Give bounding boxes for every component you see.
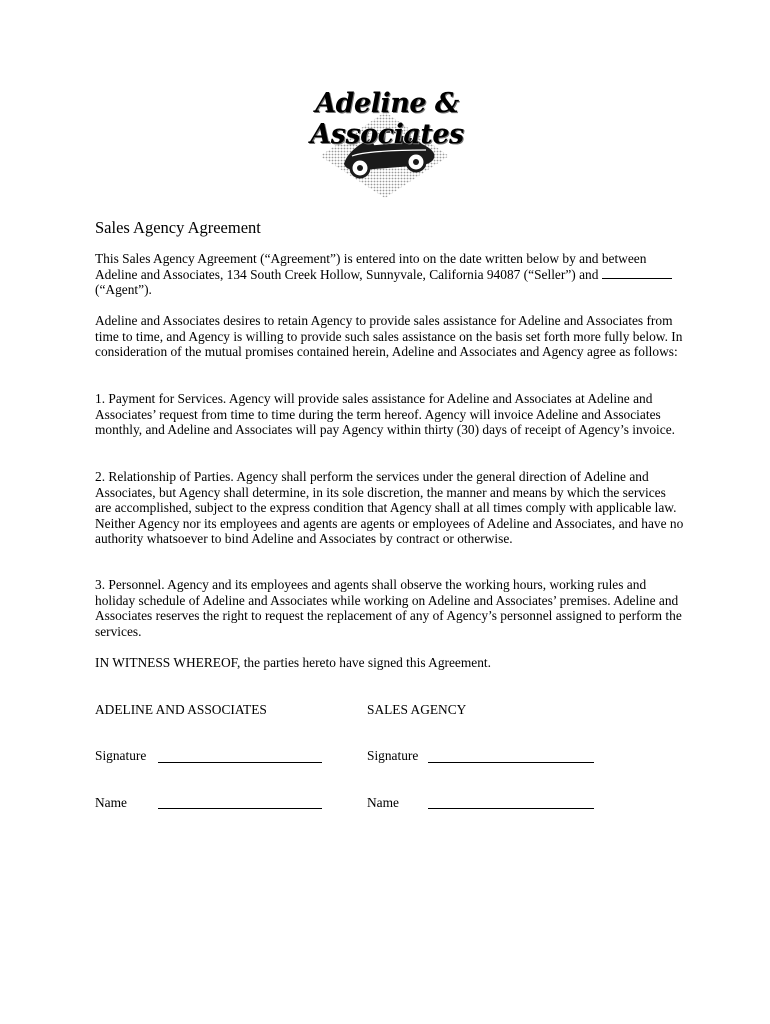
right-name-label: Name <box>367 795 399 810</box>
section-relationship: 2. Relationship of Parties. Agency shall perform the services under the general direction of Adeline and Associates, but Agency shall determine, in its sole discretion, the manner and means by which the services are accomplished, subject to the express condition that Agency shall at all times comply with applicable law. Neither Agency nor its employees and agents are agents or employees of Adeline and Associates, and have no authority whatsoever to bind Adeline and Associates by contract or otherwise. <box>95 469 684 547</box>
document-title: Sales Agency Agreement <box>95 218 261 237</box>
left-name-label: Name <box>95 795 127 810</box>
right-signature-label: Signature <box>367 748 419 763</box>
intro-paragraph <box>95 251 685 298</box>
right-name-line[interactable] <box>428 808 594 809</box>
witness-statement: IN WITNESS WHEREOF, the parties hereto have signed this Agreement. <box>95 655 491 670</box>
agent-name-blank[interactable] <box>602 267 672 279</box>
company-logo <box>262 78 512 200</box>
recitals-paragraph: Adeline and Associates desires to retain Agency to provide sales assistance for Adeline and Associates from time to time, and Agency is willing to provide such sales assistance on the basis set forth more fully below. In consideration of the mutual promises contained herein, Adeline and Associates and Agency agree as follows: <box>95 313 683 360</box>
intro-text-end: (“Agent”). <box>95 282 152 298</box>
logo-text: Adeline & Associates <box>310 88 464 150</box>
section-payment: 1. Payment for Services. Agency will provide sales assistance for Adeline and Associates at Adeline and Associates’ request from time to time during the term hereof. Agency will invoice Adeline and Associates monthly, and Adeline and Associates will pay Agency within thirty (30) days of receipt of Agency’s invoice. <box>95 391 676 438</box>
intro-text: This Sales Agency Agreement (“Agreement”) is entered into on the date written below by and between Adeline and Associates, 134 South Creek Hollow, Sunnyvale, California 94087 (“Seller”) and <box>95 251 647 282</box>
right-signature-line[interactable] <box>428 762 594 763</box>
party-left-heading: ADELINE AND ASSOCIATES <box>95 702 267 717</box>
party-right-heading: SALES AGENCY <box>367 702 467 717</box>
section-personnel: 3. Personnel. Agency and its employees and agents shall observe the working hours, working rules and holiday schedule of Adeline and Associates while working on Adeline and Associates’ premises. Adeline and Associates reserves the right to request the replacement of any of Agency’s personnel assigned to perform the services. <box>95 577 682 639</box>
left-signature-label: Signature <box>95 748 147 763</box>
left-signature-line[interactable] <box>158 762 322 763</box>
left-name-line[interactable] <box>158 808 322 809</box>
